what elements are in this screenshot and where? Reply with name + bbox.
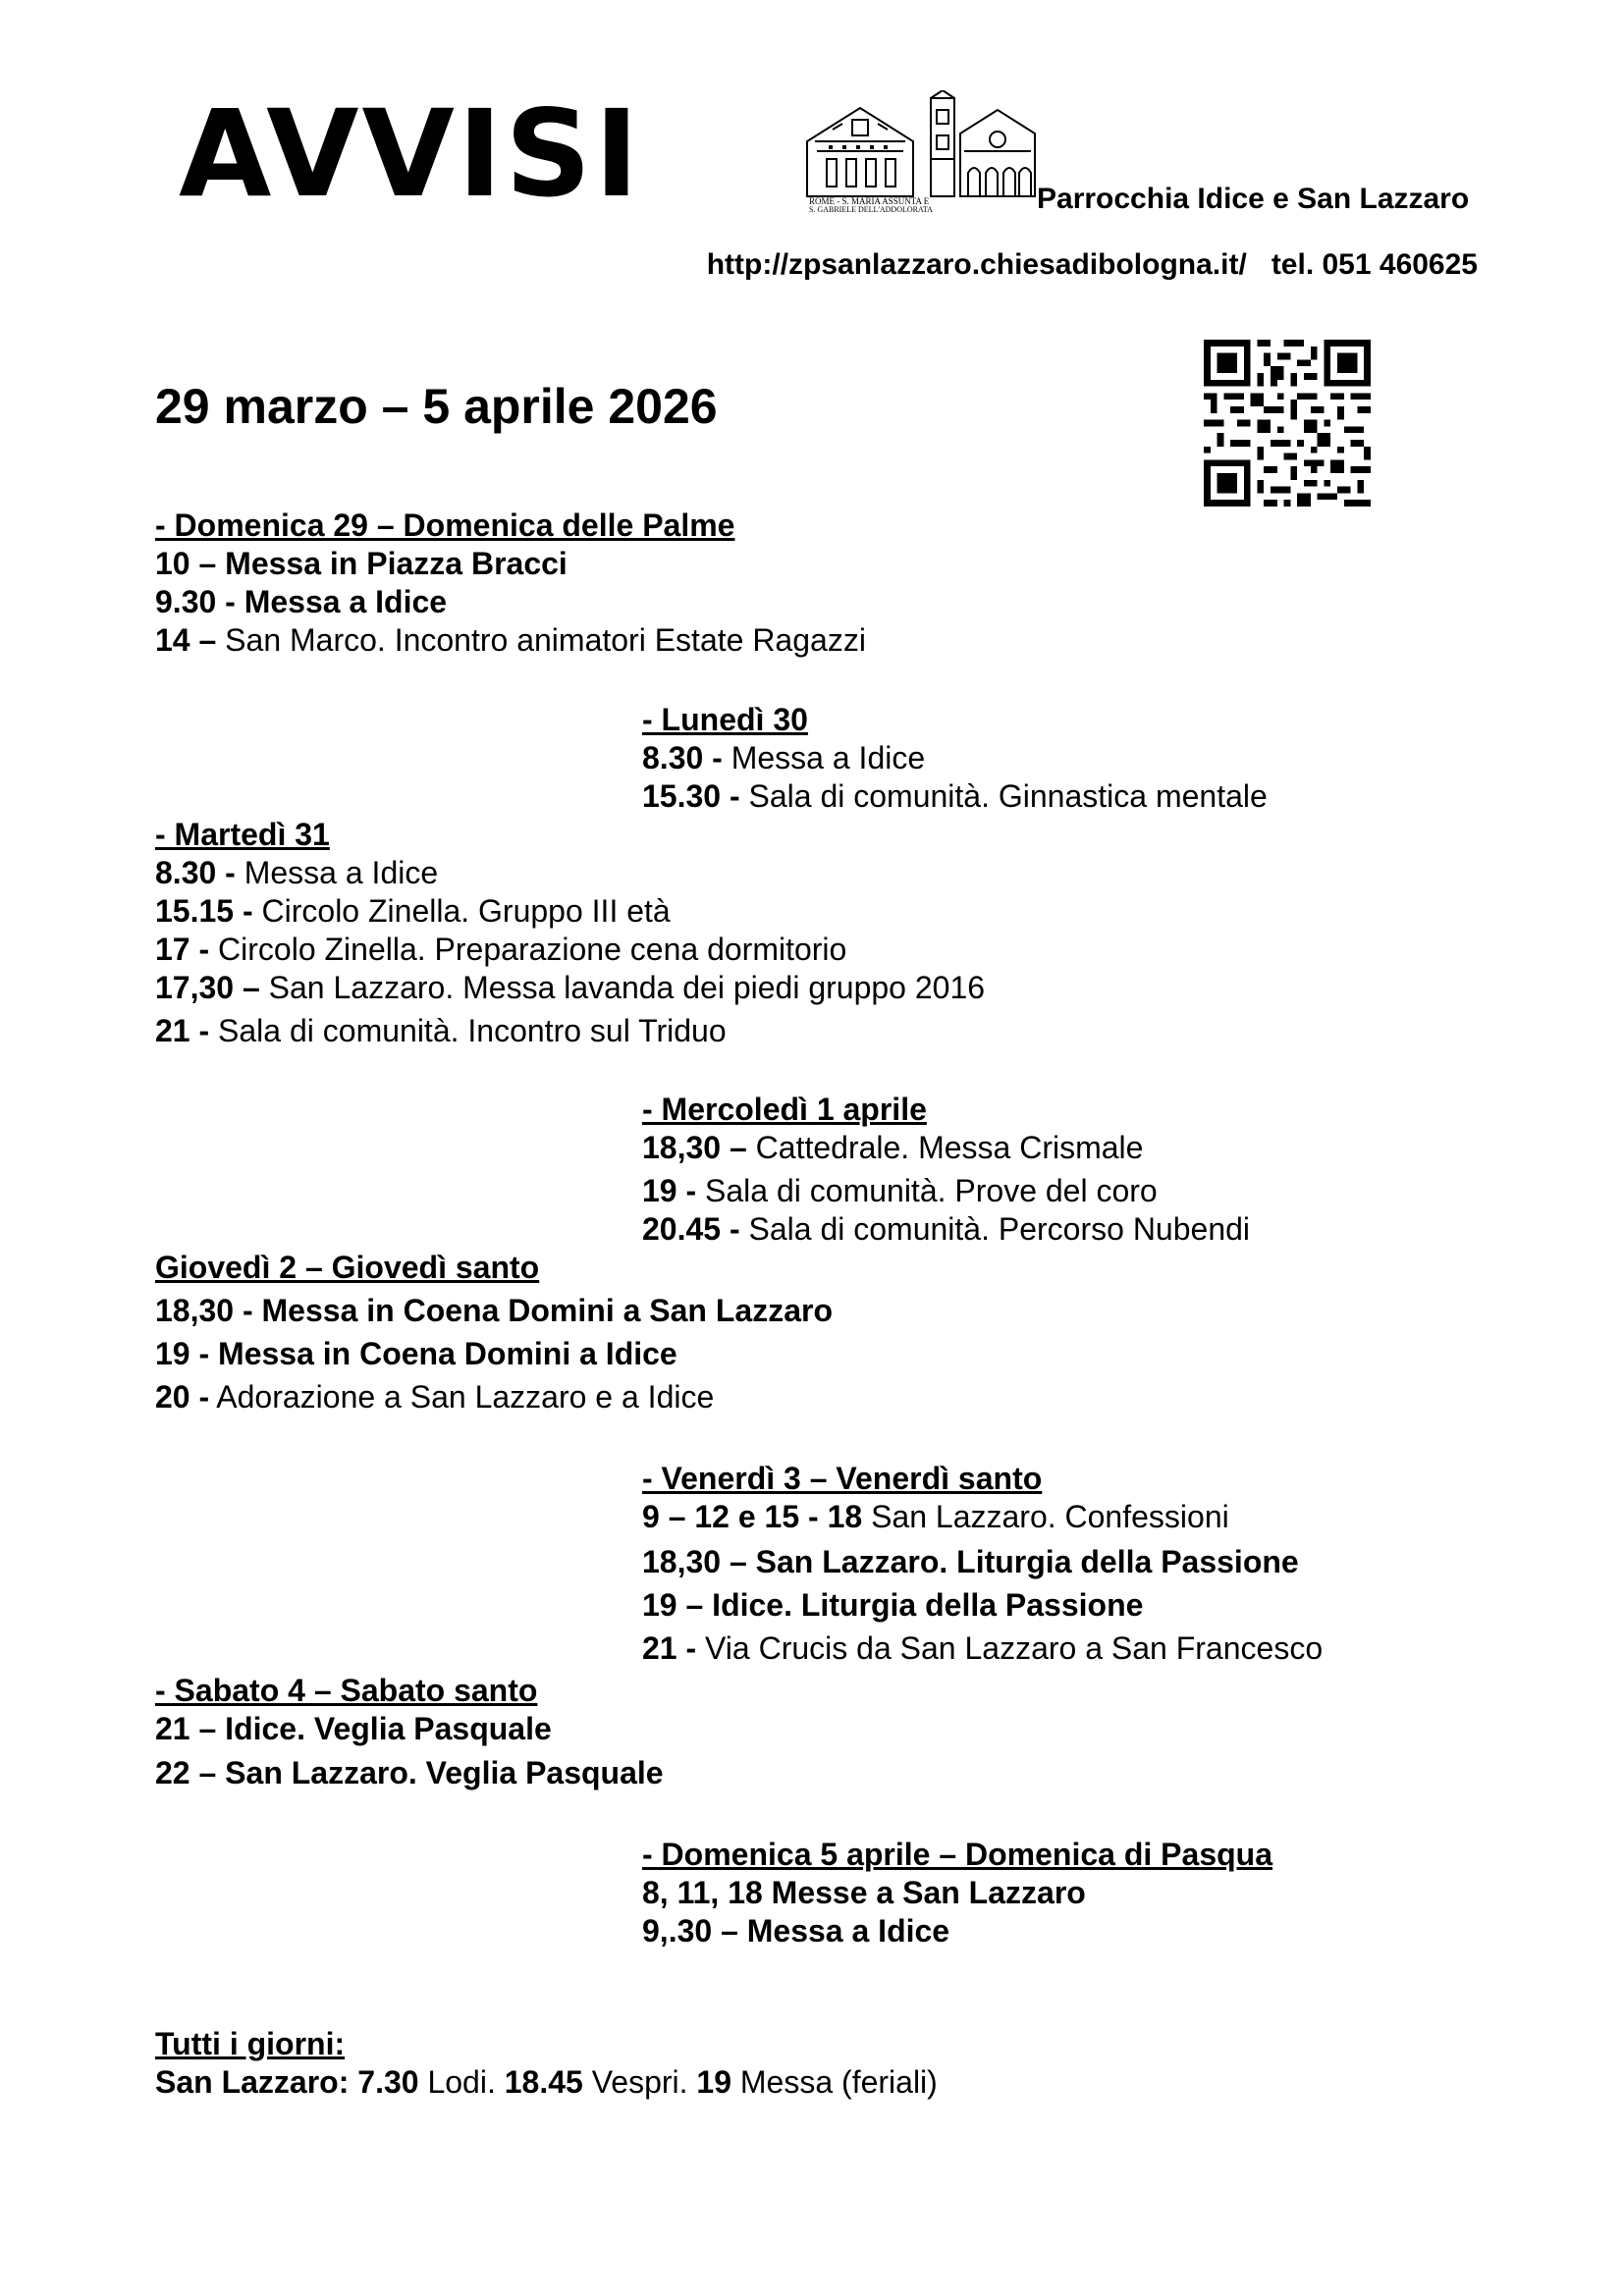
church-logo xyxy=(803,90,1039,212)
event-item: 18,30 – San Lazzaro. Liturgia della Passione xyxy=(642,1544,1299,1579)
website-link[interactable]: http://zpsanlazzaro.chiesadibologna.it/ xyxy=(706,248,1247,281)
event-item: 19 - Messa in Coena Domini a Idice xyxy=(155,1336,677,1371)
event-item: 9,.30 – Messa a Idice xyxy=(642,1913,950,1949)
event-item: 10 – Messa in Piazza Bracci xyxy=(155,546,568,581)
day-heading: - Domenica 5 aprile – Domenica di Pasqua xyxy=(642,1837,1272,1872)
event-item: 20 - Adorazione a San Lazzaro e a Idice xyxy=(155,1379,715,1415)
event-item: 9.30 - Messa a Idice xyxy=(155,584,448,619)
day-heading: - Martedì 31 xyxy=(155,817,330,852)
day-friday-3 xyxy=(642,1460,1323,1670)
logo-caption-2: S. GABRIELE DELL'ADDOLORATA xyxy=(809,205,933,212)
day-tuesday-31 xyxy=(155,816,985,1050)
event-item: 21 - Via Crucis da San Lazzaro a San Francesco xyxy=(642,1630,1324,1666)
phone-number: tel. 051 460625 xyxy=(1271,248,1478,281)
event-item: 15.15 - Circolo Zinella. Gruppo III età xyxy=(155,893,671,929)
qr-code xyxy=(1204,340,1371,507)
daily-times: San Lazzaro: 7.30 Lodi. 18.45 Vespri. 19 Messa (feriali) xyxy=(155,2064,938,2100)
day-sunday-5 xyxy=(642,1836,1272,1950)
day-wednesday-1 xyxy=(642,1091,1250,1249)
event-item: 20.45 - Sala di comunità. Percorso Nubendi xyxy=(642,1211,1251,1247)
contact-line xyxy=(707,248,1478,282)
day-thursday-2 xyxy=(155,1249,833,1418)
day-heading: - Lunedì 30 xyxy=(642,702,808,737)
event-item: 19 – Idice. Liturgia della Passione xyxy=(642,1587,1144,1623)
logo-caption-1: ROME - S. MARIA ASSUNTA E xyxy=(809,196,930,206)
parish-name: Parrocchia Idice e San Lazzaro xyxy=(1037,183,1470,215)
event-item: 22 – San Lazzaro. Veglia Pasquale xyxy=(155,1755,664,1790)
event-item: 18,30 - Messa in Coena Domini a San Lazzaro xyxy=(155,1293,833,1328)
event-item: 14 – San Marco. Incontro animatori Estate Ragazzi xyxy=(155,622,866,658)
event-item: 17,30 – San Lazzaro. Messa lavanda dei piedi gruppo 2016 xyxy=(155,970,986,1005)
day-saturday-4 xyxy=(155,1672,664,1792)
event-item: 8, 11, 18 Messe a San Lazzaro xyxy=(642,1875,1086,1910)
date-range: 29 marzo – 5 aprile 2026 xyxy=(155,379,718,434)
event-item: 18,30 – Cattedrale. Messa Crismale xyxy=(642,1130,1144,1165)
day-monday-30 xyxy=(642,701,1268,816)
event-item: 21 – Idice. Veglia Pasquale xyxy=(155,1711,552,1746)
event-item: 8.30 - Messa a Idice xyxy=(642,740,926,775)
day-sunday-29 xyxy=(155,507,866,660)
day-heading: - Domenica 29 – Domenica delle Palme xyxy=(155,507,735,543)
event-item: 8.30 - Messa a Idice xyxy=(155,855,439,890)
event-item: 9 – 12 e 15 - 18 San Lazzaro. Confessioni xyxy=(642,1499,1229,1534)
day-heading: - Mercoledì 1 aprile xyxy=(642,1092,927,1127)
event-item: 15.30 - Sala di comunità. Ginnastica mentale xyxy=(642,778,1268,814)
page-title: AVVISI xyxy=(179,84,642,224)
daily-schedule xyxy=(155,2025,938,2102)
day-heading: Giovedì 2 – Giovedì santo xyxy=(155,1250,540,1285)
event-item: 17 - Circolo Zinella. Preparazione cena dormitorio xyxy=(155,932,847,967)
day-heading: - Sabato 4 – Sabato santo xyxy=(155,1673,538,1708)
event-item: 21 - Sala di comunità. Incontro sul Triduo xyxy=(155,1013,727,1048)
day-heading: - Venerdì 3 – Venerdì santo xyxy=(642,1461,1043,1496)
daily-heading: Tutti i giorni: xyxy=(155,2026,346,2061)
event-item: 19 - Sala di comunità. Prove del coro xyxy=(642,1173,1158,1208)
